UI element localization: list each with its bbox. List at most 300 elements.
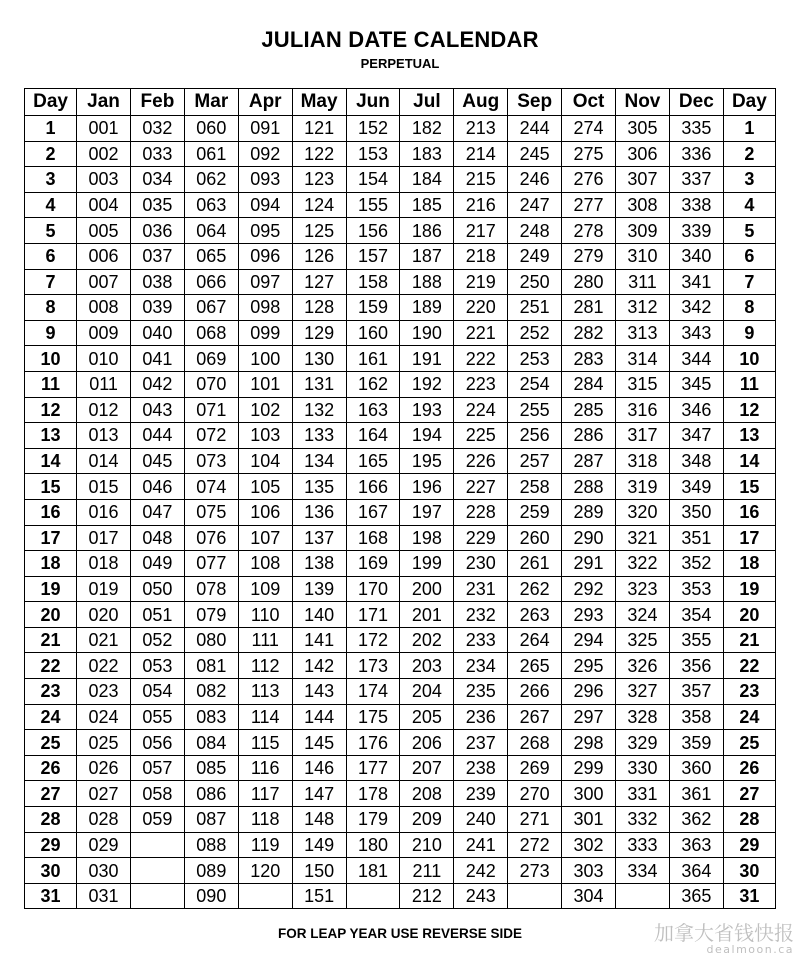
julian-day-cell: 080 xyxy=(184,627,238,653)
julian-day-cell: 267 xyxy=(508,704,562,730)
julian-day-cell: 104 xyxy=(238,448,292,474)
julian-day-cell: 058 xyxy=(130,781,184,807)
julian-day-cell: 063 xyxy=(184,192,238,218)
julian-day-cell: 074 xyxy=(184,474,238,500)
page-title: JULIAN DATE CALENDAR xyxy=(261,27,539,52)
julian-day-cell: 222 xyxy=(454,346,508,372)
header-apr: Apr xyxy=(238,89,292,116)
julian-day-cell: 251 xyxy=(508,295,562,321)
julian-day-cell: 144 xyxy=(292,704,346,730)
julian-day-cell: 352 xyxy=(669,551,723,577)
julian-day-cell: 069 xyxy=(184,346,238,372)
julian-day-cell: 248 xyxy=(508,218,562,244)
julian-day-cell: 319 xyxy=(616,474,670,500)
day-number-right: 3 xyxy=(723,167,775,193)
julian-day-cell: 191 xyxy=(400,346,454,372)
julian-day-cell xyxy=(130,883,184,909)
julian-day-cell: 172 xyxy=(346,627,400,653)
julian-day-cell: 206 xyxy=(400,730,454,756)
julian-day-cell: 349 xyxy=(669,474,723,500)
julian-day-cell: 174 xyxy=(346,679,400,705)
header-row xyxy=(25,89,776,116)
day-number-right: 8 xyxy=(723,295,775,321)
julian-day-cell: 070 xyxy=(184,371,238,397)
julian-day-cell: 205 xyxy=(400,704,454,730)
julian-day-cell: 276 xyxy=(562,167,616,193)
julian-day-cell: 299 xyxy=(562,755,616,781)
julian-day-cell xyxy=(130,858,184,884)
header-day-right: Day xyxy=(723,89,775,116)
julian-day-cell: 274 xyxy=(562,116,616,142)
julian-day-cell: 019 xyxy=(77,576,131,602)
day-number-right: 26 xyxy=(723,755,775,781)
julian-day-cell xyxy=(238,883,292,909)
julian-day-cell: 210 xyxy=(400,832,454,858)
julian-day-cell: 315 xyxy=(616,371,670,397)
day-number-left: 10 xyxy=(25,346,77,372)
day-number-right: 6 xyxy=(723,243,775,269)
julian-day-cell: 236 xyxy=(454,704,508,730)
julian-day-cell: 077 xyxy=(184,551,238,577)
julian-day-cell: 341 xyxy=(669,269,723,295)
julian-day-cell: 140 xyxy=(292,602,346,628)
day-number-left: 17 xyxy=(25,525,77,551)
julian-day-cell xyxy=(346,883,400,909)
header-jan: Jan xyxy=(77,89,131,116)
julian-day-cell: 240 xyxy=(454,807,508,833)
header-mar: Mar xyxy=(184,89,238,116)
julian-day-cell: 211 xyxy=(400,858,454,884)
day-number-left: 23 xyxy=(25,679,77,705)
julian-day-cell: 224 xyxy=(454,397,508,423)
julian-day-cell: 111 xyxy=(238,627,292,653)
julian-day-cell: 152 xyxy=(346,116,400,142)
julian-day-cell: 125 xyxy=(292,218,346,244)
julian-day-cell: 057 xyxy=(130,755,184,781)
julian-day-cell: 100 xyxy=(238,346,292,372)
julian-day-cell: 197 xyxy=(400,499,454,525)
julian-day-cell: 115 xyxy=(238,730,292,756)
julian-day-cell: 223 xyxy=(454,371,508,397)
julian-day-cell: 286 xyxy=(562,423,616,449)
julian-day-cell: 083 xyxy=(184,704,238,730)
julian-day-cell: 269 xyxy=(508,755,562,781)
julian-day-cell: 013 xyxy=(77,423,131,449)
julian-day-cell: 176 xyxy=(346,730,400,756)
julian-day-cell: 008 xyxy=(77,295,131,321)
day-number-left: 8 xyxy=(25,295,77,321)
julian-day-cell: 124 xyxy=(292,192,346,218)
table-row xyxy=(25,832,776,858)
julian-day-cell: 361 xyxy=(669,781,723,807)
day-number-right: 16 xyxy=(723,499,775,525)
day-number-left: 19 xyxy=(25,576,77,602)
julian-day-cell: 055 xyxy=(130,704,184,730)
julian-day-cell: 244 xyxy=(508,116,562,142)
watermark-text: 加拿大省钱快报 xyxy=(654,921,794,945)
julian-day-cell: 158 xyxy=(346,269,400,295)
julian-day-cell: 297 xyxy=(562,704,616,730)
julian-day-cell: 087 xyxy=(184,807,238,833)
julian-day-cell: 162 xyxy=(346,371,400,397)
julian-day-cell: 177 xyxy=(346,755,400,781)
julian-day-cell: 225 xyxy=(454,423,508,449)
day-number-right: 31 xyxy=(723,883,775,909)
day-number-left: 16 xyxy=(25,499,77,525)
julian-day-cell: 141 xyxy=(292,627,346,653)
julian-day-cell: 216 xyxy=(454,192,508,218)
julian-day-cell: 006 xyxy=(77,243,131,269)
julian-day-cell: 185 xyxy=(400,192,454,218)
julian-day-cell: 213 xyxy=(454,116,508,142)
julian-day-cell: 116 xyxy=(238,755,292,781)
julian-day-cell: 292 xyxy=(562,576,616,602)
julian-day-cell: 065 xyxy=(184,243,238,269)
julian-day-cell: 351 xyxy=(669,525,723,551)
julian-day-cell xyxy=(130,832,184,858)
julian-day-cell: 365 xyxy=(669,883,723,909)
julian-day-cell: 359 xyxy=(669,730,723,756)
julian-day-cell: 045 xyxy=(130,448,184,474)
julian-day-cell: 193 xyxy=(400,397,454,423)
julian-day-cell: 275 xyxy=(562,141,616,167)
day-number-left: 30 xyxy=(25,858,77,884)
day-number-left: 25 xyxy=(25,730,77,756)
julian-day-cell: 029 xyxy=(77,832,131,858)
julian-day-cell: 042 xyxy=(130,371,184,397)
header-nov: Nov xyxy=(616,89,670,116)
julian-day-cell: 166 xyxy=(346,474,400,500)
julian-day-cell: 051 xyxy=(130,602,184,628)
day-number-right: 11 xyxy=(723,371,775,397)
day-number-left: 22 xyxy=(25,653,77,679)
julian-day-cell: 265 xyxy=(508,653,562,679)
julian-day-cell: 300 xyxy=(562,781,616,807)
julian-day-cell: 120 xyxy=(238,858,292,884)
julian-calendar-table xyxy=(24,88,776,909)
julian-day-cell: 262 xyxy=(508,576,562,602)
day-number-left: 29 xyxy=(25,832,77,858)
julian-day-cell: 064 xyxy=(184,218,238,244)
julian-day-cell: 039 xyxy=(130,295,184,321)
watermark xyxy=(634,922,794,956)
day-number-right: 2 xyxy=(723,141,775,167)
julian-day-cell: 280 xyxy=(562,269,616,295)
julian-day-cell: 282 xyxy=(562,320,616,346)
julian-day-cell: 218 xyxy=(454,243,508,269)
julian-day-cell: 294 xyxy=(562,627,616,653)
julian-day-cell: 031 xyxy=(77,883,131,909)
julian-day-cell: 356 xyxy=(669,653,723,679)
julian-day-cell: 247 xyxy=(508,192,562,218)
julian-day-cell: 229 xyxy=(454,525,508,551)
julian-day-cell: 190 xyxy=(400,320,454,346)
julian-day-cell: 112 xyxy=(238,653,292,679)
julian-day-cell: 173 xyxy=(346,653,400,679)
julian-day-cell: 084 xyxy=(184,730,238,756)
julian-day-cell: 307 xyxy=(616,167,670,193)
julian-day-cell: 184 xyxy=(400,167,454,193)
julian-day-cell: 131 xyxy=(292,371,346,397)
table-row xyxy=(25,525,776,551)
julian-day-cell: 092 xyxy=(238,141,292,167)
julian-day-cell: 165 xyxy=(346,448,400,474)
julian-day-cell: 296 xyxy=(562,679,616,705)
julian-day-cell: 169 xyxy=(346,551,400,577)
table-row xyxy=(25,755,776,781)
julian-day-cell: 214 xyxy=(454,141,508,167)
julian-day-cell: 094 xyxy=(238,192,292,218)
julian-day-cell: 263 xyxy=(508,602,562,628)
julian-day-cell: 187 xyxy=(400,243,454,269)
table-row xyxy=(25,551,776,577)
julian-day-cell: 199 xyxy=(400,551,454,577)
julian-day-cell: 298 xyxy=(562,730,616,756)
julian-day-cell: 291 xyxy=(562,551,616,577)
day-number-left: 9 xyxy=(25,320,77,346)
julian-day-cell: 061 xyxy=(184,141,238,167)
julian-day-cell: 010 xyxy=(77,346,131,372)
julian-day-cell: 178 xyxy=(346,781,400,807)
julian-day-cell: 107 xyxy=(238,525,292,551)
julian-day-cell: 347 xyxy=(669,423,723,449)
julian-day-cell: 146 xyxy=(292,755,346,781)
table-row xyxy=(25,346,776,372)
julian-day-cell: 033 xyxy=(130,141,184,167)
julian-day-cell: 151 xyxy=(292,883,346,909)
day-number-right: 23 xyxy=(723,679,775,705)
julian-day-cell: 257 xyxy=(508,448,562,474)
day-number-right: 18 xyxy=(723,551,775,577)
julian-day-cell: 167 xyxy=(346,499,400,525)
julian-day-cell: 328 xyxy=(616,704,670,730)
table-row xyxy=(25,807,776,833)
julian-day-cell: 340 xyxy=(669,243,723,269)
julian-day-cell: 085 xyxy=(184,755,238,781)
header-jul: Jul xyxy=(400,89,454,116)
julian-day-cell: 035 xyxy=(130,192,184,218)
julian-day-cell: 135 xyxy=(292,474,346,500)
day-number-left: 31 xyxy=(25,883,77,909)
table-row xyxy=(25,499,776,525)
day-number-right: 22 xyxy=(723,653,775,679)
julian-day-cell: 245 xyxy=(508,141,562,167)
julian-day-cell: 364 xyxy=(669,858,723,884)
julian-day-cell: 323 xyxy=(616,576,670,602)
julian-day-cell: 119 xyxy=(238,832,292,858)
julian-day-cell: 243 xyxy=(454,883,508,909)
day-number-left: 1 xyxy=(25,116,77,142)
julian-day-cell: 339 xyxy=(669,218,723,244)
header-day-left: Day xyxy=(25,89,77,116)
day-number-right: 9 xyxy=(723,320,775,346)
julian-day-cell: 048 xyxy=(130,525,184,551)
julian-day-cell: 293 xyxy=(562,602,616,628)
julian-day-cell: 289 xyxy=(562,499,616,525)
julian-day-cell: 287 xyxy=(562,448,616,474)
day-number-right: 13 xyxy=(723,423,775,449)
julian-day-cell: 138 xyxy=(292,551,346,577)
julian-day-cell: 261 xyxy=(508,551,562,577)
julian-day-cell: 054 xyxy=(130,679,184,705)
julian-day-cell: 168 xyxy=(346,525,400,551)
day-number-left: 12 xyxy=(25,397,77,423)
page-subtitle: PERPETUAL xyxy=(360,56,440,71)
julian-day-cell: 306 xyxy=(616,141,670,167)
table-row xyxy=(25,371,776,397)
julian-day-cell: 038 xyxy=(130,269,184,295)
table-row xyxy=(25,576,776,602)
table-row xyxy=(25,141,776,167)
julian-day-cell: 239 xyxy=(454,781,508,807)
julian-day-cell: 256 xyxy=(508,423,562,449)
header-dec: Dec xyxy=(669,89,723,116)
day-number-right: 27 xyxy=(723,781,775,807)
julian-day-cell: 220 xyxy=(454,295,508,321)
julian-day-cell: 122 xyxy=(292,141,346,167)
julian-day-cell: 264 xyxy=(508,627,562,653)
julian-day-cell: 163 xyxy=(346,397,400,423)
julian-day-cell: 232 xyxy=(454,602,508,628)
julian-day-cell: 330 xyxy=(616,755,670,781)
julian-day-cell: 215 xyxy=(454,167,508,193)
julian-day-cell: 032 xyxy=(130,116,184,142)
julian-day-cell: 311 xyxy=(616,269,670,295)
julian-day-cell: 001 xyxy=(77,116,131,142)
day-number-right: 25 xyxy=(723,730,775,756)
julian-day-cell: 129 xyxy=(292,320,346,346)
table-row xyxy=(25,781,776,807)
julian-day-cell: 259 xyxy=(508,499,562,525)
julian-day-cell: 090 xyxy=(184,883,238,909)
table-row xyxy=(25,116,776,142)
julian-day-cell: 312 xyxy=(616,295,670,321)
day-number-left: 2 xyxy=(25,141,77,167)
table-row xyxy=(25,167,776,193)
julian-day-cell: 003 xyxy=(77,167,131,193)
julian-day-cell: 044 xyxy=(130,423,184,449)
day-number-right: 15 xyxy=(723,474,775,500)
julian-day-cell: 209 xyxy=(400,807,454,833)
day-number-left: 5 xyxy=(25,218,77,244)
julian-day-cell: 086 xyxy=(184,781,238,807)
julian-day-cell: 136 xyxy=(292,499,346,525)
julian-day-cell: 363 xyxy=(669,832,723,858)
julian-day-cell: 226 xyxy=(454,448,508,474)
day-number-left: 28 xyxy=(25,807,77,833)
julian-day-cell: 012 xyxy=(77,397,131,423)
julian-day-cell: 338 xyxy=(669,192,723,218)
julian-day-cell: 253 xyxy=(508,346,562,372)
day-number-left: 14 xyxy=(25,448,77,474)
julian-day-cell: 283 xyxy=(562,346,616,372)
julian-day-cell: 196 xyxy=(400,474,454,500)
julian-day-cell: 106 xyxy=(238,499,292,525)
table-row xyxy=(25,679,776,705)
julian-day-cell: 268 xyxy=(508,730,562,756)
julian-day-cell: 041 xyxy=(130,346,184,372)
julian-day-cell: 230 xyxy=(454,551,508,577)
julian-day-cell: 043 xyxy=(130,397,184,423)
julian-day-cell: 325 xyxy=(616,627,670,653)
julian-day-cell: 207 xyxy=(400,755,454,781)
julian-day-cell: 353 xyxy=(669,576,723,602)
day-number-right: 4 xyxy=(723,192,775,218)
julian-day-cell: 183 xyxy=(400,141,454,167)
day-number-right: 30 xyxy=(723,858,775,884)
julian-day-cell: 123 xyxy=(292,167,346,193)
calendar-body xyxy=(25,116,776,909)
day-number-left: 27 xyxy=(25,781,77,807)
julian-day-cell: 301 xyxy=(562,807,616,833)
julian-day-cell: 242 xyxy=(454,858,508,884)
julian-day-cell: 110 xyxy=(238,602,292,628)
julian-day-cell: 128 xyxy=(292,295,346,321)
julian-day-cell: 114 xyxy=(238,704,292,730)
julian-day-cell: 290 xyxy=(562,525,616,551)
julian-day-cell: 195 xyxy=(400,448,454,474)
julian-day-cell: 007 xyxy=(77,269,131,295)
julian-day-cell: 156 xyxy=(346,218,400,244)
table-row xyxy=(25,295,776,321)
day-number-left: 7 xyxy=(25,269,77,295)
julian-day-cell: 095 xyxy=(238,218,292,244)
julian-day-cell xyxy=(508,883,562,909)
julian-day-cell: 288 xyxy=(562,474,616,500)
julian-day-cell: 121 xyxy=(292,116,346,142)
day-number-right: 28 xyxy=(723,807,775,833)
julian-day-cell: 056 xyxy=(130,730,184,756)
julian-day-cell: 355 xyxy=(669,627,723,653)
julian-day-cell: 235 xyxy=(454,679,508,705)
julian-day-cell: 329 xyxy=(616,730,670,756)
julian-day-cell: 073 xyxy=(184,448,238,474)
julian-day-cell: 067 xyxy=(184,295,238,321)
julian-day-cell: 324 xyxy=(616,602,670,628)
julian-day-cell: 308 xyxy=(616,192,670,218)
julian-day-cell: 186 xyxy=(400,218,454,244)
julian-day-cell: 231 xyxy=(454,576,508,602)
julian-day-cell: 354 xyxy=(669,602,723,628)
julian-day-cell: 249 xyxy=(508,243,562,269)
julian-day-cell: 127 xyxy=(292,269,346,295)
julian-day-cell: 028 xyxy=(77,807,131,833)
julian-day-cell: 009 xyxy=(77,320,131,346)
julian-day-cell: 192 xyxy=(400,371,454,397)
day-number-right: 19 xyxy=(723,576,775,602)
julian-day-cell: 250 xyxy=(508,269,562,295)
julian-day-cell: 237 xyxy=(454,730,508,756)
julian-day-cell: 161 xyxy=(346,346,400,372)
julian-day-cell: 332 xyxy=(616,807,670,833)
julian-day-cell: 143 xyxy=(292,679,346,705)
day-number-right: 17 xyxy=(723,525,775,551)
julian-day-cell: 201 xyxy=(400,602,454,628)
julian-day-cell: 238 xyxy=(454,755,508,781)
julian-day-cell: 277 xyxy=(562,192,616,218)
julian-day-cell: 145 xyxy=(292,730,346,756)
julian-day-cell: 060 xyxy=(184,116,238,142)
julian-day-cell: 062 xyxy=(184,167,238,193)
julian-day-cell: 345 xyxy=(669,371,723,397)
julian-day-cell: 241 xyxy=(454,832,508,858)
julian-day-cell: 011 xyxy=(77,371,131,397)
day-number-left: 11 xyxy=(25,371,77,397)
julian-day-cell: 333 xyxy=(616,832,670,858)
day-number-left: 6 xyxy=(25,243,77,269)
day-number-left: 18 xyxy=(25,551,77,577)
julian-day-cell: 360 xyxy=(669,755,723,781)
